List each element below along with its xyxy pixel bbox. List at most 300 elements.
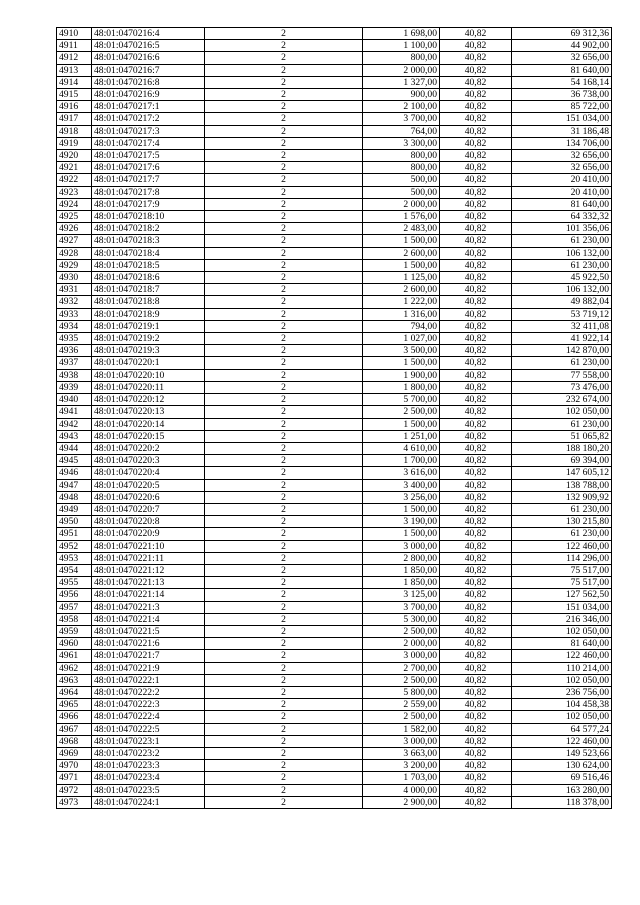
rate-cell: 40,82 <box>440 747 512 759</box>
land-registry-table <box>56 27 612 809</box>
table-row <box>57 735 612 747</box>
rate-cell: 40,82 <box>440 699 512 711</box>
amount-cell: 69 312,36 <box>512 28 612 40</box>
area-cell: 3 663,00 <box>363 747 440 759</box>
table-row <box>57 638 612 650</box>
cadastral-number-cell: 48:01:0470221:13 <box>92 577 205 589</box>
category-cell: 2 <box>205 467 363 479</box>
area-cell: 1 100,00 <box>363 40 440 52</box>
rate-cell: 40,82 <box>440 674 512 686</box>
amount-cell: 102 050,00 <box>512 674 612 686</box>
table-row <box>57 418 612 430</box>
rate-cell: 40,82 <box>440 186 512 198</box>
table-row <box>57 28 612 40</box>
table-row <box>57 503 612 515</box>
cadastral-number-cell: 48:01:0470219:3 <box>92 345 205 357</box>
cadastral-number-cell: 48:01:0470222:1 <box>92 674 205 686</box>
table-row <box>57 174 612 186</box>
table-row <box>57 564 612 576</box>
cadastral-number-cell: 48:01:0470221:5 <box>92 625 205 637</box>
cadastral-number-cell: 48:01:0470221:12 <box>92 564 205 576</box>
row-number-cell: 4918 <box>57 125 92 137</box>
row-number-cell: 4964 <box>57 686 92 698</box>
cadastral-number-cell: 48:01:0470216:4 <box>92 28 205 40</box>
rate-cell: 40,82 <box>440 235 512 247</box>
row-number-cell: 4947 <box>57 479 92 491</box>
category-cell: 2 <box>205 101 363 113</box>
area-cell: 3 190,00 <box>363 516 440 528</box>
amount-cell: 122 460,00 <box>512 735 612 747</box>
table-row <box>57 76 612 88</box>
rate-cell: 40,82 <box>440 540 512 552</box>
rate-cell: 40,82 <box>440 406 512 418</box>
amount-cell: 77 558,00 <box>512 369 612 381</box>
rate-cell: 40,82 <box>440 259 512 271</box>
row-number-cell: 4925 <box>57 211 92 223</box>
rate-cell: 40,82 <box>440 76 512 88</box>
table-row <box>57 699 612 711</box>
area-cell: 2 000,00 <box>363 198 440 210</box>
rate-cell: 40,82 <box>440 503 512 515</box>
rate-cell: 40,82 <box>440 650 512 662</box>
table-row <box>57 552 612 564</box>
rate-cell: 40,82 <box>440 552 512 564</box>
cadastral-number-cell: 48:01:0470220:5 <box>92 479 205 491</box>
area-cell: 794,00 <box>363 320 440 332</box>
rate-cell: 40,82 <box>440 564 512 576</box>
amount-cell: 122 460,00 <box>512 540 612 552</box>
area-cell: 2 800,00 <box>363 552 440 564</box>
rate-cell: 40,82 <box>440 455 512 467</box>
table-row <box>57 491 612 503</box>
cadastral-number-cell: 48:01:0470221:11 <box>92 552 205 564</box>
row-number-cell: 4973 <box>57 796 92 808</box>
table-row <box>57 89 612 101</box>
amount-cell: 69 516,46 <box>512 772 612 784</box>
rate-cell: 40,82 <box>440 613 512 625</box>
cadastral-number-cell: 48:01:0470222:5 <box>92 723 205 735</box>
cadastral-number-cell: 48:01:0470221:3 <box>92 601 205 613</box>
category-cell: 2 <box>205 259 363 271</box>
rate-cell: 40,82 <box>440 686 512 698</box>
amount-cell: 101 356,06 <box>512 223 612 235</box>
rate-cell: 40,82 <box>440 345 512 357</box>
cadastral-number-cell: 48:01:0470220:4 <box>92 467 205 479</box>
rate-cell: 40,82 <box>440 308 512 320</box>
category-cell: 2 <box>205 479 363 491</box>
area-cell: 3 700,00 <box>363 601 440 613</box>
cadastral-number-cell: 48:01:0470220:10 <box>92 369 205 381</box>
row-number-cell: 4962 <box>57 662 92 674</box>
category-cell: 2 <box>205 174 363 186</box>
category-cell: 2 <box>205 674 363 686</box>
area-cell: 3 000,00 <box>363 735 440 747</box>
rate-cell: 40,82 <box>440 381 512 393</box>
rate-cell: 40,82 <box>440 491 512 503</box>
category-cell: 2 <box>205 333 363 345</box>
amount-cell: 61 230,00 <box>512 503 612 515</box>
cadastral-number-cell: 48:01:0470216:6 <box>92 52 205 64</box>
category-cell: 2 <box>205 150 363 162</box>
row-number-cell: 4935 <box>57 333 92 345</box>
cadastral-number-cell: 48:01:0470220:12 <box>92 394 205 406</box>
table-row <box>57 455 612 467</box>
cadastral-number-cell: 48:01:0470220:3 <box>92 455 205 467</box>
rate-cell: 40,82 <box>440 577 512 589</box>
row-number-cell: 4943 <box>57 430 92 442</box>
cadastral-number-cell: 48:01:0470220:8 <box>92 516 205 528</box>
row-number-cell: 4913 <box>57 64 92 76</box>
area-cell: 1 316,00 <box>363 308 440 320</box>
table-row <box>57 467 612 479</box>
amount-cell: 41 922,14 <box>512 333 612 345</box>
cadastral-number-cell: 48:01:0470218:8 <box>92 296 205 308</box>
table-row <box>57 589 612 601</box>
cadastral-number-cell: 48:01:0470216:9 <box>92 89 205 101</box>
rate-cell: 40,82 <box>440 64 512 76</box>
area-cell: 1 500,00 <box>363 528 440 540</box>
category-cell: 2 <box>205 284 363 296</box>
table-row <box>57 369 612 381</box>
row-number-cell: 4955 <box>57 577 92 589</box>
rate-cell: 40,82 <box>440 247 512 259</box>
area-cell: 2 500,00 <box>363 625 440 637</box>
row-number-cell: 4914 <box>57 76 92 88</box>
amount-cell: 216 346,00 <box>512 613 612 625</box>
amount-cell: 20 410,00 <box>512 186 612 198</box>
rate-cell: 40,82 <box>440 772 512 784</box>
table-row <box>57 394 612 406</box>
rate-cell: 40,82 <box>440 40 512 52</box>
row-number-cell: 4938 <box>57 369 92 381</box>
area-cell: 4 000,00 <box>363 784 440 796</box>
area-cell: 1 700,00 <box>363 455 440 467</box>
row-number-cell: 4949 <box>57 503 92 515</box>
amount-cell: 32 656,00 <box>512 52 612 64</box>
category-cell: 2 <box>205 40 363 52</box>
cadastral-number-cell: 48:01:0470223:5 <box>92 784 205 796</box>
row-number-cell: 4926 <box>57 223 92 235</box>
amount-cell: 61 230,00 <box>512 259 612 271</box>
cadastral-number-cell: 48:01:0470216:5 <box>92 40 205 52</box>
area-cell: 3 200,00 <box>363 760 440 772</box>
row-number-cell: 4960 <box>57 638 92 650</box>
cadastral-number-cell: 48:01:0470217:5 <box>92 150 205 162</box>
category-cell: 2 <box>205 613 363 625</box>
area-cell: 2 000,00 <box>363 64 440 76</box>
table-row <box>57 479 612 491</box>
area-cell: 2 700,00 <box>363 662 440 674</box>
area-cell: 3 000,00 <box>363 650 440 662</box>
category-cell: 2 <box>205 89 363 101</box>
table-row <box>57 235 612 247</box>
row-number-cell: 4923 <box>57 186 92 198</box>
table-row <box>57 406 612 418</box>
row-number-cell: 4927 <box>57 235 92 247</box>
amount-cell: 61 230,00 <box>512 418 612 430</box>
amount-cell: 61 230,00 <box>512 528 612 540</box>
row-number-cell: 4953 <box>57 552 92 564</box>
row-number-cell: 4924 <box>57 198 92 210</box>
row-number-cell: 4922 <box>57 174 92 186</box>
category-cell: 2 <box>205 211 363 223</box>
row-number-cell: 4968 <box>57 735 92 747</box>
category-cell: 2 <box>205 491 363 503</box>
cadastral-number-cell: 48:01:0470223:2 <box>92 747 205 759</box>
amount-cell: 236 756,00 <box>512 686 612 698</box>
table-row <box>57 625 612 637</box>
table-row <box>57 650 612 662</box>
cadastral-number-cell: 48:01:0470219:2 <box>92 333 205 345</box>
table-row <box>57 333 612 345</box>
category-cell: 2 <box>205 760 363 772</box>
table-row <box>57 211 612 223</box>
row-number-cell: 4937 <box>57 357 92 369</box>
row-number-cell: 4965 <box>57 699 92 711</box>
table-row <box>57 247 612 259</box>
category-cell: 2 <box>205 662 363 674</box>
category-cell: 2 <box>205 320 363 332</box>
table-row <box>57 381 612 393</box>
area-cell: 2 600,00 <box>363 247 440 259</box>
cadastral-number-cell: 48:01:0470224:1 <box>92 796 205 808</box>
table-row <box>57 272 612 284</box>
row-number-cell: 4952 <box>57 540 92 552</box>
category-cell: 2 <box>205 784 363 796</box>
rate-cell: 40,82 <box>440 711 512 723</box>
rate-cell: 40,82 <box>440 369 512 381</box>
area-cell: 3 500,00 <box>363 345 440 357</box>
area-cell: 2 000,00 <box>363 638 440 650</box>
cadastral-number-cell: 48:01:0470220:14 <box>92 418 205 430</box>
row-number-cell: 4930 <box>57 272 92 284</box>
cadastral-number-cell: 48:01:0470217:6 <box>92 162 205 174</box>
table-row <box>57 357 612 369</box>
row-number-cell: 4934 <box>57 320 92 332</box>
cadastral-number-cell: 48:01:0470216:8 <box>92 76 205 88</box>
cadastral-number-cell: 48:01:0470221:4 <box>92 613 205 625</box>
category-cell: 2 <box>205 381 363 393</box>
area-cell: 800,00 <box>363 52 440 64</box>
table-row <box>57 686 612 698</box>
amount-cell: 64 577,24 <box>512 723 612 735</box>
rate-cell: 40,82 <box>440 52 512 64</box>
area-cell: 1 850,00 <box>363 577 440 589</box>
row-number-cell: 4917 <box>57 113 92 125</box>
table-row <box>57 259 612 271</box>
cadastral-number-cell: 48:01:0470218:4 <box>92 247 205 259</box>
cadastral-number-cell: 48:01:0470220:6 <box>92 491 205 503</box>
category-cell: 2 <box>205 345 363 357</box>
row-number-cell: 4941 <box>57 406 92 418</box>
row-number-cell: 4950 <box>57 516 92 528</box>
rate-cell: 40,82 <box>440 394 512 406</box>
category-cell: 2 <box>205 601 363 613</box>
amount-cell: 188 180,20 <box>512 442 612 454</box>
rate-cell: 40,82 <box>440 174 512 186</box>
amount-cell: 138 788,00 <box>512 479 612 491</box>
row-number-cell: 4971 <box>57 772 92 784</box>
amount-cell: 106 132,00 <box>512 284 612 296</box>
row-number-cell: 4919 <box>57 137 92 149</box>
row-number-cell: 4912 <box>57 52 92 64</box>
rate-cell: 40,82 <box>440 735 512 747</box>
cadastral-number-cell: 48:01:0470221:9 <box>92 662 205 674</box>
rate-cell: 40,82 <box>440 662 512 674</box>
cadastral-number-cell: 48:01:0470221:6 <box>92 638 205 650</box>
category-cell: 2 <box>205 296 363 308</box>
category-cell: 2 <box>205 772 363 784</box>
amount-cell: 114 296,00 <box>512 552 612 564</box>
cadastral-number-cell: 48:01:0470216:7 <box>92 64 205 76</box>
table-row <box>57 320 612 332</box>
area-cell: 4 610,00 <box>363 442 440 454</box>
rate-cell: 40,82 <box>440 442 512 454</box>
rate-cell: 40,82 <box>440 89 512 101</box>
area-cell: 1 698,00 <box>363 28 440 40</box>
row-number-cell: 4961 <box>57 650 92 662</box>
area-cell: 1 500,00 <box>363 418 440 430</box>
area-cell: 1 582,00 <box>363 723 440 735</box>
category-cell: 2 <box>205 540 363 552</box>
amount-cell: 85 722,00 <box>512 101 612 113</box>
row-number-cell: 4911 <box>57 40 92 52</box>
amount-cell: 102 050,00 <box>512 625 612 637</box>
amount-cell: 130 624,00 <box>512 760 612 772</box>
area-cell: 1 576,00 <box>363 211 440 223</box>
area-cell: 800,00 <box>363 162 440 174</box>
cadastral-number-cell: 48:01:0470218:6 <box>92 272 205 284</box>
cadastral-number-cell: 48:01:0470223:1 <box>92 735 205 747</box>
category-cell: 2 <box>205 369 363 381</box>
row-number-cell: 4939 <box>57 381 92 393</box>
cadastral-number-cell: 48:01:0470217:3 <box>92 125 205 137</box>
area-cell: 3 256,00 <box>363 491 440 503</box>
rate-cell: 40,82 <box>440 320 512 332</box>
category-cell: 2 <box>205 308 363 320</box>
table-row <box>57 442 612 454</box>
area-cell: 1 800,00 <box>363 381 440 393</box>
amount-cell: 151 034,00 <box>512 113 612 125</box>
row-number-cell: 4948 <box>57 491 92 503</box>
table-row <box>57 430 612 442</box>
category-cell: 2 <box>205 625 363 637</box>
row-number-cell: 4959 <box>57 625 92 637</box>
area-cell: 3 300,00 <box>363 137 440 149</box>
table-row <box>57 162 612 174</box>
rate-cell: 40,82 <box>440 101 512 113</box>
cadastral-number-cell: 48:01:0470218:9 <box>92 308 205 320</box>
table-row <box>57 747 612 759</box>
amount-cell: 151 034,00 <box>512 601 612 613</box>
row-number-cell: 4916 <box>57 101 92 113</box>
category-cell: 2 <box>205 28 363 40</box>
amount-cell: 32 656,00 <box>512 150 612 162</box>
cadastral-number-cell: 48:01:0470218:5 <box>92 259 205 271</box>
amount-cell: 32 656,00 <box>512 162 612 174</box>
row-number-cell: 4956 <box>57 589 92 601</box>
row-number-cell: 4963 <box>57 674 92 686</box>
category-cell: 2 <box>205 52 363 64</box>
amount-cell: 44 902,00 <box>512 40 612 52</box>
cadastral-number-cell: 48:01:0470221:7 <box>92 650 205 662</box>
category-cell: 2 <box>205 589 363 601</box>
category-cell: 2 <box>205 503 363 515</box>
rate-cell: 40,82 <box>440 113 512 125</box>
table-row <box>57 150 612 162</box>
area-cell: 500,00 <box>363 186 440 198</box>
rate-cell: 40,82 <box>440 296 512 308</box>
category-cell: 2 <box>205 638 363 650</box>
amount-cell: 61 230,00 <box>512 357 612 369</box>
area-cell: 2 900,00 <box>363 796 440 808</box>
table-row <box>57 723 612 735</box>
cadastral-number-cell: 48:01:0470222:2 <box>92 686 205 698</box>
amount-cell: 51 065,82 <box>512 430 612 442</box>
table-row <box>57 345 612 357</box>
cadastral-number-cell: 48:01:0470218:10 <box>92 211 205 223</box>
cadastral-number-cell: 48:01:0470221:14 <box>92 589 205 601</box>
category-cell: 2 <box>205 198 363 210</box>
cadastral-number-cell: 48:01:0470220:15 <box>92 430 205 442</box>
rate-cell: 40,82 <box>440 784 512 796</box>
category-cell: 2 <box>205 699 363 711</box>
amount-cell: 134 706,00 <box>512 137 612 149</box>
rate-cell: 40,82 <box>440 150 512 162</box>
cadastral-number-cell: 48:01:0470220:13 <box>92 406 205 418</box>
table-row <box>57 540 612 552</box>
cadastral-number-cell: 48:01:0470219:1 <box>92 320 205 332</box>
category-cell: 2 <box>205 247 363 259</box>
category-cell: 2 <box>205 528 363 540</box>
amount-cell: 36 738,00 <box>512 89 612 101</box>
area-cell: 5 300,00 <box>363 613 440 625</box>
area-cell: 3 125,00 <box>363 589 440 601</box>
category-cell: 2 <box>205 577 363 589</box>
area-cell: 5 700,00 <box>363 394 440 406</box>
amount-cell: 104 458,38 <box>512 699 612 711</box>
rate-cell: 40,82 <box>440 272 512 284</box>
cadastral-number-cell: 48:01:0470220:1 <box>92 357 205 369</box>
table-row <box>57 601 612 613</box>
table-row <box>57 760 612 772</box>
row-number-cell: 4921 <box>57 162 92 174</box>
row-number-cell: 4915 <box>57 89 92 101</box>
category-cell: 2 <box>205 125 363 137</box>
amount-cell: 64 332,32 <box>512 211 612 223</box>
category-cell: 2 <box>205 796 363 808</box>
table-row <box>57 577 612 589</box>
cadastral-number-cell: 48:01:0470217:1 <box>92 101 205 113</box>
category-cell: 2 <box>205 711 363 723</box>
amount-cell: 32 411,08 <box>512 320 612 332</box>
amount-cell: 106 132,00 <box>512 247 612 259</box>
amount-cell: 31 186,48 <box>512 125 612 137</box>
table-row <box>57 772 612 784</box>
area-cell: 1 500,00 <box>363 357 440 369</box>
rate-cell: 40,82 <box>440 479 512 491</box>
cadastral-number-cell: 48:01:0470218:3 <box>92 235 205 247</box>
rate-cell: 40,82 <box>440 760 512 772</box>
rate-cell: 40,82 <box>440 418 512 430</box>
category-cell: 2 <box>205 76 363 88</box>
amount-cell: 232 674,00 <box>512 394 612 406</box>
cadastral-number-cell: 48:01:0470220:11 <box>92 381 205 393</box>
amount-cell: 20 410,00 <box>512 174 612 186</box>
area-cell: 2 100,00 <box>363 101 440 113</box>
category-cell: 2 <box>205 564 363 576</box>
table-row <box>57 101 612 113</box>
